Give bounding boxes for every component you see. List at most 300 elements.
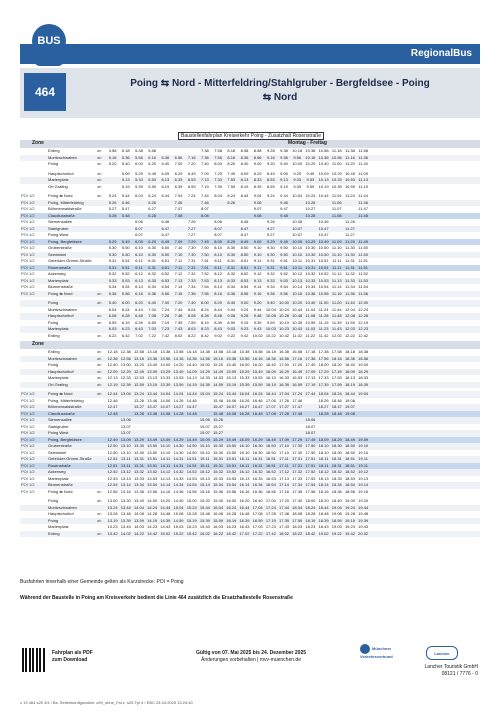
time-cell: 12.08 xyxy=(344,313,355,318)
time-cell: 9.43 xyxy=(253,326,262,331)
time-cell: 6.56 xyxy=(174,154,183,160)
time-cell: 6.06 xyxy=(135,219,143,224)
time-cell: 15.08 xyxy=(173,511,184,516)
time-cell: 9.59 xyxy=(306,183,315,189)
time-cell: 19.11 xyxy=(358,462,369,468)
time-cell: 7.30 xyxy=(187,251,196,257)
operator-logo: Lancher xyxy=(426,646,458,660)
time-cell: 7.53 xyxy=(227,177,236,182)
time-cell: 18.33 xyxy=(358,375,369,380)
time-cell: 14.33 xyxy=(199,375,210,380)
time-cell: 10.02 xyxy=(252,332,263,338)
time-cell: 19.00 xyxy=(358,362,369,367)
time-cell: 11.31 xyxy=(345,258,355,263)
time-cell: 12.51 xyxy=(107,462,118,468)
time-cell: 14.11 xyxy=(160,462,171,468)
time-cell: 8.54 xyxy=(240,284,249,289)
time-cell: 9.50 xyxy=(280,245,288,250)
time-cell: 7.48 xyxy=(174,313,183,318)
time-cell: 14.03 xyxy=(133,524,144,529)
time-cell xyxy=(185,200,198,205)
time-cell: 11.44 xyxy=(331,306,342,312)
time-cell: 19.16 xyxy=(358,488,369,494)
time-cell: 17.36 xyxy=(292,488,303,494)
time-cell: 8.12 xyxy=(214,271,222,276)
time-cell: 7.51 xyxy=(201,258,209,263)
time-cell xyxy=(198,219,211,224)
time-cell: 8.48 xyxy=(214,313,222,318)
time-cell: 10.53 xyxy=(318,277,329,283)
time-cell: 10.30 xyxy=(305,245,316,250)
time-cell: 18.52 xyxy=(344,469,355,474)
time-cell: 17.16 xyxy=(292,355,303,361)
time-cell: 7.34 xyxy=(187,284,196,289)
arr-dep-cell: ab xyxy=(97,319,102,325)
time-cell: 15.59 xyxy=(252,381,263,387)
time-cell: 13.36 xyxy=(133,488,144,494)
time-cell: 8.43 xyxy=(214,326,222,331)
times-cells xyxy=(106,245,370,250)
time-cell: 6.16 xyxy=(135,290,143,296)
time-cell: 8.40 xyxy=(227,300,236,305)
time-cell: 6.53 xyxy=(161,277,170,283)
time-cell: 7.44 xyxy=(174,306,183,312)
stop-name: Erding xyxy=(48,530,60,536)
time-cell: 19.03 xyxy=(331,524,342,529)
time-cell: 8.47 xyxy=(240,232,249,237)
time-cell: 10.31 xyxy=(305,264,316,270)
time-cell xyxy=(185,430,198,435)
time-cell: 19.13 xyxy=(358,475,369,481)
time-cell: 6.16 xyxy=(148,154,157,160)
time-cell xyxy=(106,171,119,176)
time-cell: 8.13 xyxy=(214,277,222,283)
time-cell: 17.39 xyxy=(318,381,329,387)
arr-dep-cell: ab xyxy=(97,193,102,198)
time-cell: 11.47 xyxy=(358,206,369,211)
times-cells xyxy=(106,417,370,422)
time-cell: 13.20 xyxy=(120,498,131,503)
stop-name: Poing xyxy=(48,517,59,523)
time-cell xyxy=(330,424,343,429)
time-cell: 9.49 xyxy=(280,238,288,244)
time-cell: 10.12 xyxy=(292,271,303,276)
time-cell: 9.10 xyxy=(253,245,262,250)
time-cell: 6.46 xyxy=(161,219,170,224)
time-cell: 6.50 xyxy=(161,245,170,250)
time-cell: 18.09 xyxy=(344,368,355,374)
stop-name: Stahlgruber xyxy=(48,225,69,231)
time-cell: 12.09 xyxy=(107,368,118,374)
time-cell: 16.40 xyxy=(252,498,263,503)
time-cell: 14.48 xyxy=(186,410,197,416)
time-cell: 6.08 xyxy=(108,313,117,318)
time-cell: 19.02 xyxy=(318,530,329,536)
time-cell: 14.56 xyxy=(199,355,210,361)
time-cell: 14.13 xyxy=(160,475,171,481)
zone-label: Zone xyxy=(32,341,44,347)
time-cell: 18.31 xyxy=(331,462,342,468)
time-cell: 7.36 xyxy=(201,154,209,160)
stop-name: Poing ⇆ Nord xyxy=(48,391,73,396)
stop-name: Rosenstraße xyxy=(48,462,71,468)
zone-cell: POI 1/2 xyxy=(21,391,35,396)
time-cell: 16.13 xyxy=(239,475,250,481)
time-cell: 10.09 xyxy=(292,238,303,244)
time-cell: 11.02 xyxy=(292,332,303,338)
time-cell xyxy=(225,226,238,231)
time-cell: 6.30 xyxy=(148,245,157,250)
time-cell: 8.53 xyxy=(266,177,275,182)
time-cell: 9.10 xyxy=(253,251,262,257)
time-cell: 11.43 xyxy=(331,326,342,331)
footer-notes xyxy=(20,578,480,602)
time-cell: 8.20 xyxy=(227,161,236,166)
time-cell: 7.44 xyxy=(201,193,209,198)
times-cells xyxy=(106,356,370,361)
time-cell: 17.38 xyxy=(318,349,329,354)
time-cell xyxy=(357,232,370,237)
time-cell: 17.10 xyxy=(279,443,290,448)
time-cell xyxy=(146,424,159,429)
time-cell: 17.24 xyxy=(292,391,303,396)
stop-name: Poing, Mitterfeldring xyxy=(48,397,84,403)
time-cell: 15.48 xyxy=(199,511,210,516)
time-cell xyxy=(277,430,290,435)
time-cell: 8.23 xyxy=(201,326,209,331)
time-cell: 8.07 xyxy=(201,206,209,211)
stop-name: Böhmerwaldstraße xyxy=(48,206,82,211)
time-cell: 11.48 xyxy=(331,313,342,318)
time-cell: 5.48 xyxy=(121,212,130,218)
time-cell: 15.50 xyxy=(226,443,237,448)
time-cell: 15.13 xyxy=(199,475,210,481)
time-cell xyxy=(304,219,317,224)
table-row xyxy=(20,489,480,496)
times-cells xyxy=(106,463,370,468)
time-cell xyxy=(212,213,225,218)
time-cell: 12.22 xyxy=(344,332,355,338)
time-cell: 18.46 xyxy=(331,397,342,403)
time-cell: 18.44 xyxy=(318,504,329,510)
time-cell: 16.42 xyxy=(226,530,237,536)
time-cell: 7.11 xyxy=(174,264,183,270)
time-cell: 6.34 xyxy=(148,284,157,289)
time-cell: 9.53 xyxy=(280,277,288,283)
time-cell: 16.04 xyxy=(213,504,224,510)
time-cell: 16.19 xyxy=(226,517,237,523)
time-cell: 7.29 xyxy=(187,238,196,244)
time-cell: 17.02 xyxy=(239,530,250,536)
time-cell: 4.58 xyxy=(108,148,117,153)
time-cell: 7.22 xyxy=(148,332,157,338)
time-cell: 9.09 xyxy=(253,238,262,244)
time-cell: 6.07 xyxy=(135,225,143,231)
validity-line2: Änderungen vorbehalten | mvv-muenchen.de xyxy=(201,657,301,663)
arr-dep-cell: an xyxy=(97,290,102,296)
time-cell: 13.34 xyxy=(133,482,144,487)
time-cell: 17.27 xyxy=(279,404,290,409)
time-cell: 11.22 xyxy=(305,332,316,338)
time-cell: 18.18 xyxy=(344,349,355,354)
time-cell: 17.14 xyxy=(279,482,290,487)
section-header-weekday xyxy=(20,140,480,148)
time-cell: 18.13 xyxy=(344,375,355,380)
time-cell: 13.04 xyxy=(120,391,131,396)
time-cell: 17.53 xyxy=(305,475,316,481)
time-cell: 10.22 xyxy=(265,332,276,338)
time-cell: 17.11 xyxy=(279,462,289,468)
time-cell: 8.19 xyxy=(201,319,209,325)
time-cell: 16.09 xyxy=(265,368,276,374)
time-cell xyxy=(172,430,185,435)
time-cell: 10.27 xyxy=(305,206,316,211)
time-cell xyxy=(132,417,145,422)
time-cell: 7.03 xyxy=(148,326,157,331)
time-cell: 14.42 xyxy=(147,530,158,536)
time-cell xyxy=(146,219,159,224)
times-cells xyxy=(106,375,370,380)
time-cell: 12.03 xyxy=(344,326,355,331)
time-cell: 6.31 xyxy=(148,264,157,270)
time-cell: 14.51 xyxy=(186,456,197,461)
times-cells xyxy=(106,450,370,455)
stop-name: Gebrüder-Grimm-Straße xyxy=(48,258,92,263)
zone-cell: POI 1/2 xyxy=(21,232,35,237)
time-cell: 14.40 xyxy=(186,362,197,367)
time-cell: 6.44 xyxy=(135,306,143,312)
time-cell: 17.04 xyxy=(279,391,290,396)
time-cell: 18.43 xyxy=(318,524,329,529)
time-cell xyxy=(291,213,304,218)
time-cell: 7.13 xyxy=(201,177,209,182)
time-cell: 13.13 xyxy=(147,375,158,380)
time-cell: 14.12 xyxy=(160,469,171,474)
time-cell: 6.28 xyxy=(121,313,130,318)
time-cell: 10.24 xyxy=(305,193,316,198)
time-cell: 12.52 xyxy=(107,469,118,474)
time-cell: 10.52 xyxy=(318,271,329,276)
time-cell: 14.02 xyxy=(120,530,131,536)
time-cell xyxy=(357,404,370,409)
time-cell: 12.47 xyxy=(107,404,118,409)
time-cell: 9.11 xyxy=(253,264,262,270)
time-cell: 9.32 xyxy=(266,271,275,276)
time-cell: 9.24 xyxy=(266,193,275,198)
time-cell: 8.04 xyxy=(214,193,222,198)
time-cell: 9.33 xyxy=(266,277,275,283)
arr-dep-cell: ab xyxy=(97,381,102,387)
times-cells xyxy=(106,369,370,374)
time-cell: 6.29 xyxy=(174,170,183,176)
time-cell: 8.20 xyxy=(214,300,222,305)
time-cell: 13.11 xyxy=(120,462,131,468)
time-cell: 15.44 xyxy=(199,504,210,510)
time-cell: 10.11 xyxy=(292,264,303,270)
time-cell: 6.39 xyxy=(135,319,143,325)
time-cell: 5.44 xyxy=(121,193,130,198)
time-cell: 9.28 xyxy=(240,313,249,318)
time-cell: 7.09 xyxy=(174,238,183,244)
time-cell: 14.36 xyxy=(186,355,197,361)
time-cell: 11.39 xyxy=(331,319,342,325)
time-cell: 9.30 xyxy=(266,245,275,250)
time-cell: 12.53 xyxy=(133,375,144,380)
time-cell: 16.56 xyxy=(279,355,290,361)
time-cell: 8.31 xyxy=(227,258,236,263)
time-cell: 17.10 xyxy=(279,449,290,455)
time-cell: 13.38 xyxy=(160,349,171,354)
time-cell: 6.47 xyxy=(161,225,170,231)
qr-code[interactable] xyxy=(22,648,46,672)
time-cell xyxy=(277,219,290,224)
time-cell: 16.53 xyxy=(265,475,276,481)
time-cell: 6.12 xyxy=(135,271,143,276)
time-cell: 12.48 xyxy=(107,410,118,416)
times-cells xyxy=(106,313,370,318)
time-cell: 18.40 xyxy=(331,498,342,503)
time-cell: 10.28 xyxy=(305,212,316,218)
time-cell: 6.43 xyxy=(135,326,143,331)
time-cell: 12.23 xyxy=(358,326,369,331)
time-cell: 11.10 xyxy=(331,245,342,250)
time-cell: 8.50 xyxy=(240,245,249,250)
time-cell: 16.36 xyxy=(252,488,263,494)
time-cell: 18.26 xyxy=(318,397,329,403)
time-cell: 10.04 xyxy=(265,306,276,312)
time-cell: 7.14 xyxy=(174,284,183,289)
time-cell: 9.13 xyxy=(253,277,262,283)
time-cell: 15.02 xyxy=(160,530,171,536)
time-cell xyxy=(119,219,132,224)
time-cell: 14.29 xyxy=(199,368,210,374)
time-cell: 17.58 xyxy=(331,349,342,354)
time-cell: 17.29 xyxy=(318,368,329,374)
time-cell: 11.33 xyxy=(345,277,355,283)
time-cell: 13.43 xyxy=(120,524,131,529)
time-cell: 16.27 xyxy=(239,404,250,409)
time-cell: 10.10 xyxy=(292,245,303,250)
time-cell: 10.58 xyxy=(318,148,329,153)
time-cell: 8.07 xyxy=(214,232,222,237)
time-cell: 13.52 xyxy=(147,469,158,474)
zone-cell: POI 1/2 xyxy=(21,404,35,409)
time-cell: 17.44 xyxy=(305,391,316,396)
time-cell: 14.14 xyxy=(160,482,171,487)
time-cell: 7.24 xyxy=(161,306,170,312)
time-cell xyxy=(238,213,251,218)
time-cell: 18.36 xyxy=(344,355,355,361)
time-cell: 7.46 xyxy=(201,199,209,205)
time-cell: 18.08 xyxy=(292,511,303,516)
time-cell: 16.47 xyxy=(252,404,263,409)
time-cell xyxy=(132,213,145,218)
time-cell: 12.46 xyxy=(107,397,118,403)
time-cell: 18.59 xyxy=(331,517,342,523)
time-cell: 9.34 xyxy=(266,284,275,289)
zone-cell: POI 1/2 xyxy=(21,430,35,435)
zone-cell: POI 1/2 xyxy=(21,475,35,481)
stop-name: Poing ⇆ Nord xyxy=(48,290,73,296)
time-cell: 8.49 xyxy=(240,238,249,244)
time-cell: 19.23 xyxy=(344,524,355,529)
time-cell: 15.29 xyxy=(239,368,250,374)
time-cell: 5.49 xyxy=(148,170,157,176)
time-cell: 18.09 xyxy=(318,436,329,442)
times-cells xyxy=(106,278,370,283)
times-cells xyxy=(106,498,370,503)
arr-dep-cell: ab xyxy=(97,498,102,503)
time-cell: 5.53 xyxy=(121,277,130,283)
time-cell: 18.34 xyxy=(331,482,342,487)
time-cell: 7.07 xyxy=(174,206,183,211)
time-cell: 14.08 xyxy=(160,410,171,416)
stop-name: Poing West xyxy=(48,430,69,435)
time-cell: 17.50 xyxy=(305,449,316,455)
zone-cell: POI 1/2 xyxy=(21,436,35,442)
time-cell: 14.28 xyxy=(173,410,184,416)
time-cell xyxy=(291,200,304,205)
time-cell: 11.20 xyxy=(331,300,342,305)
time-cell xyxy=(225,213,238,218)
time-cell: 13.07 xyxy=(120,423,131,429)
time-cell: 7.02 xyxy=(135,332,143,338)
time-cell: 5.53 xyxy=(148,177,157,182)
time-cell: 15.28 xyxy=(186,511,197,516)
time-cell xyxy=(132,200,145,205)
time-cell: 11.27 xyxy=(345,225,355,231)
validity-info xyxy=(176,650,326,664)
time-cell: 10.26 xyxy=(305,199,316,205)
time-cell: 17.49 xyxy=(305,436,316,442)
time-cell: 12.19 xyxy=(358,319,369,325)
time-cell: 11.36 xyxy=(345,290,355,296)
operator-phone: 08121 / 7776 - 0 xyxy=(441,671,478,677)
time-cell: 15.46 xyxy=(213,397,224,403)
time-cell xyxy=(172,148,185,153)
time-cell: 7.13 xyxy=(174,277,183,283)
time-cell: 13.13 xyxy=(120,475,131,481)
time-cell: 11.38 xyxy=(345,148,355,153)
time-cell: 16.10 xyxy=(239,449,250,455)
time-cell: 16.30 xyxy=(252,443,263,448)
time-cell: 17.26 xyxy=(279,397,290,403)
times-cells xyxy=(106,252,370,257)
time-cell: 5.51 xyxy=(121,264,130,270)
time-cell: 12.04 xyxy=(344,306,355,312)
time-cell: 12.54 xyxy=(107,482,118,487)
time-cell: 15.09 xyxy=(226,368,237,374)
time-cell: 13.36 xyxy=(147,355,158,361)
time-cell xyxy=(238,424,251,429)
zone-cell: POI 1/2 xyxy=(21,251,35,257)
time-cell: 16.16 xyxy=(252,355,263,361)
time-cell: 19.00 xyxy=(344,498,355,503)
stop-name: Böhmerwaldstraße xyxy=(48,404,82,409)
time-cell: 16.44 xyxy=(265,391,276,396)
time-cell: 6.53 xyxy=(187,177,196,182)
time-cell: 12.24 xyxy=(358,306,369,312)
times-cells xyxy=(106,391,370,396)
times-cells xyxy=(106,258,370,263)
time-cell: 7.12 xyxy=(174,271,183,276)
time-cell: 14.04 xyxy=(133,504,144,510)
time-cell: 18.24 xyxy=(305,504,316,510)
time-cell: 9.16 xyxy=(266,154,275,160)
time-cell: 12.50 xyxy=(107,443,118,448)
time-cell: 11.34 xyxy=(345,284,355,289)
time-cell: 15.13 xyxy=(226,375,237,380)
